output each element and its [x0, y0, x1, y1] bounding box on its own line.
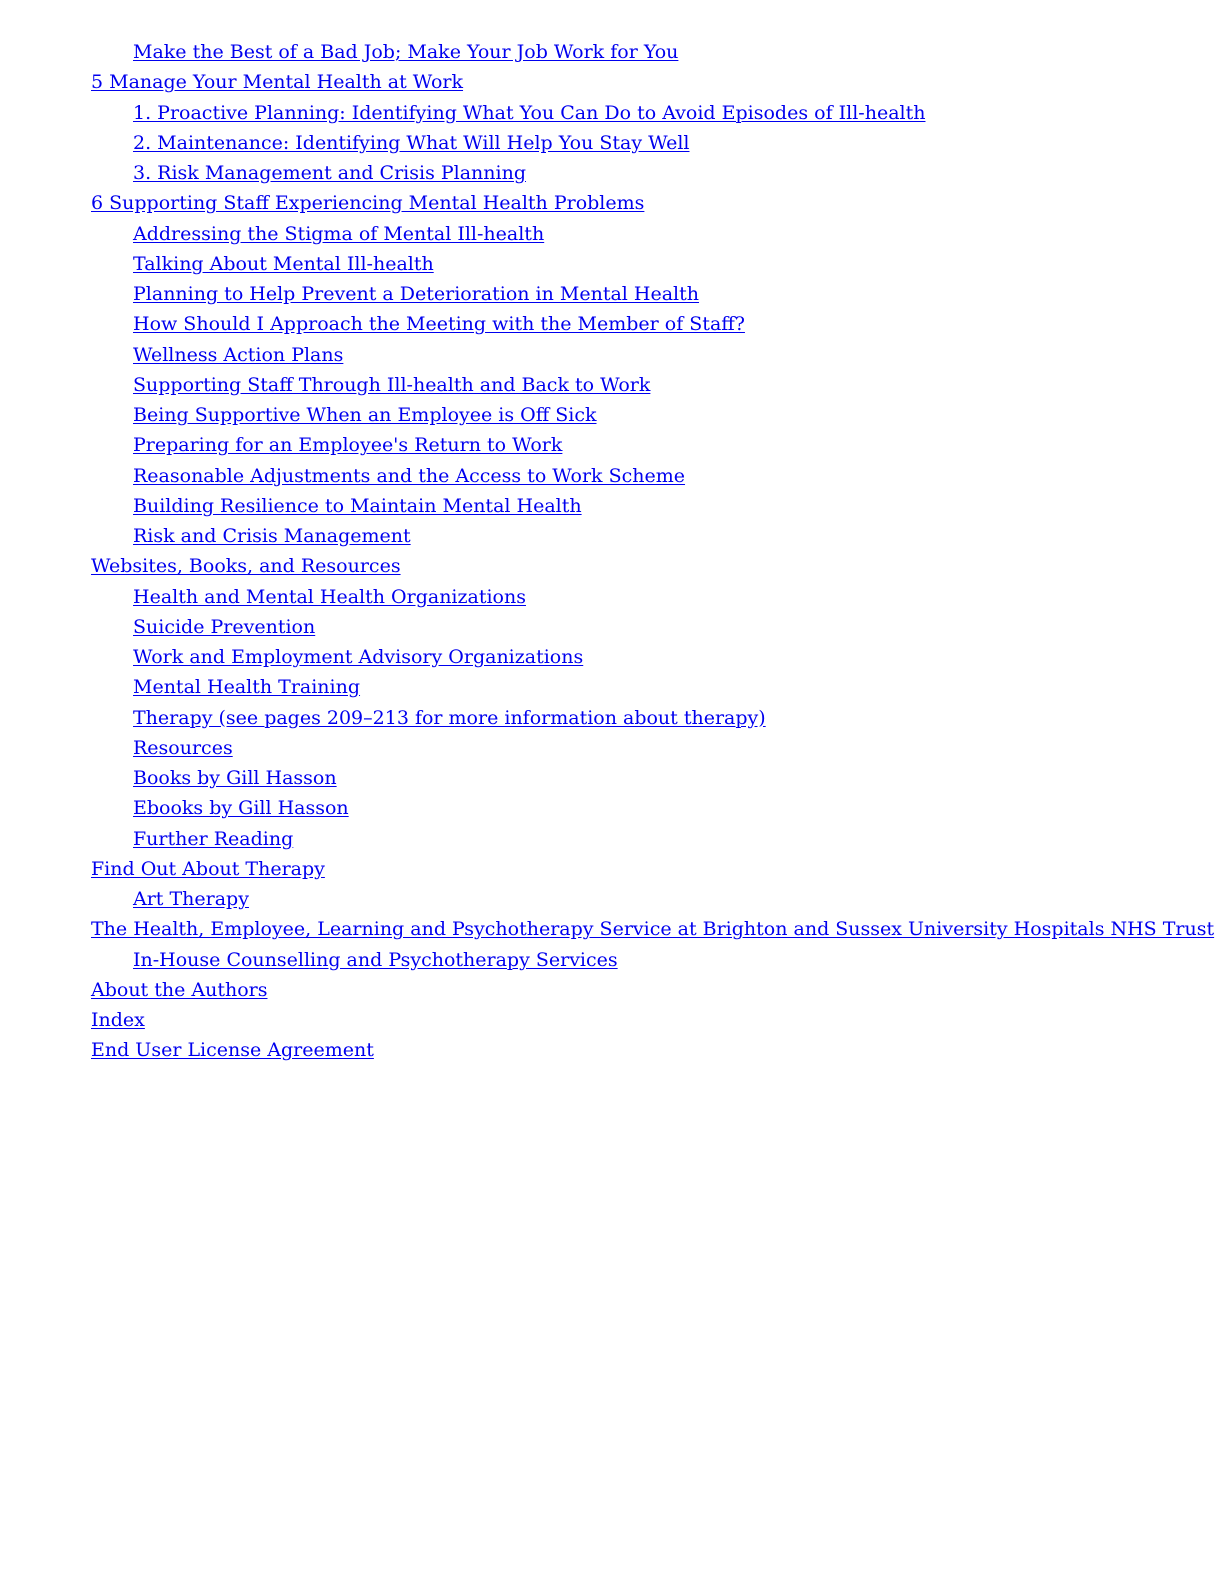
toc-line: [0, 1005, 1224, 1035]
toc-line: [0, 763, 1224, 793]
toc-line: [0, 521, 1224, 551]
toc-line: [0, 582, 1224, 612]
toc-link[interactable]: Therapy (see pages 209–213 for more information about therapy): [133, 706, 766, 729]
toc-line: [0, 98, 1224, 128]
toc-link[interactable]: 5 Manage Your Mental Health at Work: [91, 71, 464, 94]
toc-link[interactable]: Planning to Help Prevent a Deterioration in Mental Health: [133, 283, 700, 305]
toc-link[interactable]: 1. Proactive Planning: Identifying What You Can Do to Avoid Episodes of Ill-health: [133, 101, 926, 124]
toc-line: [0, 884, 1224, 914]
toc-link[interactable]: 3. Risk Management and Crisis Planning: [133, 162, 526, 184]
toc-line: [0, 219, 1224, 249]
toc-line: [0, 914, 1224, 944]
toc-link[interactable]: 6 Supporting Staff Experiencing Mental Health Problems: [91, 192, 645, 215]
toc-line: [0, 975, 1224, 1005]
table-of-contents: [0, 37, 1224, 1066]
toc-link[interactable]: Websites, Books, and Resources: [91, 555, 401, 578]
toc-link[interactable]: Mental Health Training: [133, 676, 361, 699]
toc-link[interactable]: The Health, Employee, Learning and Psychotherapy Service at Brighton and Sussex University Hospitals NHS Trust: [91, 918, 1215, 941]
toc-link[interactable]: Building Resilience to Maintain Mental Health: [133, 494, 582, 517]
toc-line: [0, 400, 1224, 430]
toc-line: [0, 188, 1224, 218]
toc-line: [0, 672, 1224, 702]
toc-link[interactable]: Risk and Crisis Management: [133, 525, 411, 547]
toc-link[interactable]: Make the Best of a Bad Job; Make Your Job Work for You: [133, 41, 679, 63]
toc-line: [0, 67, 1224, 97]
toc-line: [0, 1035, 1224, 1065]
toc-line: [0, 551, 1224, 581]
toc-link[interactable]: Ebooks by Gill Hasson: [133, 797, 349, 820]
toc-line: [0, 461, 1224, 491]
toc-link[interactable]: Index: [91, 1009, 145, 1031]
toc-line: [0, 340, 1224, 370]
toc-link[interactable]: End User License Agreement: [91, 1039, 374, 1062]
toc-link[interactable]: Addressing the Stigma of Mental Ill-health: [133, 222, 545, 245]
toc-link[interactable]: Health and Mental Health Organizations: [133, 585, 526, 608]
toc-link[interactable]: 2. Maintenance: Identifying What Will Help You Stay Well: [133, 131, 690, 154]
toc-line: [0, 733, 1224, 763]
toc-link[interactable]: In-House Counselling and Psychotherapy Services: [133, 948, 618, 971]
toc-line: [0, 703, 1224, 733]
toc-link[interactable]: Find Out About Therapy: [91, 857, 325, 880]
toc-link[interactable]: How Should I Approach the Meeting with the Member of Staff?: [133, 313, 745, 336]
toc-link[interactable]: Art Therapy: [133, 888, 249, 910]
toc-link[interactable]: Books by Gill Hasson: [133, 767, 337, 789]
toc-line: [0, 309, 1224, 339]
toc-link[interactable]: Reasonable Adjustments and the Access to Work Scheme: [133, 464, 686, 487]
toc-link[interactable]: Suicide Prevention: [133, 615, 316, 638]
toc-line: [0, 370, 1224, 400]
toc-line: [0, 128, 1224, 158]
toc-line: [0, 279, 1224, 309]
toc-link[interactable]: About the Authors: [91, 978, 268, 1001]
toc-link[interactable]: Talking About Mental Ill-health: [133, 252, 434, 275]
toc-line: [0, 793, 1224, 823]
toc-link[interactable]: Wellness Action Plans: [133, 343, 344, 366]
toc-line: [0, 430, 1224, 460]
toc-link[interactable]: Work and Employment Advisory Organizations: [133, 646, 584, 668]
toc-link[interactable]: Preparing for an Employee's Return to Work: [133, 434, 563, 457]
toc-line: [0, 612, 1224, 642]
toc-line: [0, 824, 1224, 854]
toc-link[interactable]: Resources: [133, 736, 233, 759]
toc-line: [0, 37, 1224, 67]
toc-line: [0, 642, 1224, 672]
toc-line: [0, 249, 1224, 279]
toc-line: [0, 491, 1224, 521]
toc-link[interactable]: Supporting Staff Through Ill-health and Back to Work: [133, 373, 651, 396]
toc-line: [0, 854, 1224, 884]
toc-line: [0, 158, 1224, 188]
toc-line: [0, 945, 1224, 975]
toc-link[interactable]: Being Supportive When an Employee is Off Sick: [133, 404, 597, 426]
toc-link[interactable]: Further Reading: [133, 827, 294, 850]
